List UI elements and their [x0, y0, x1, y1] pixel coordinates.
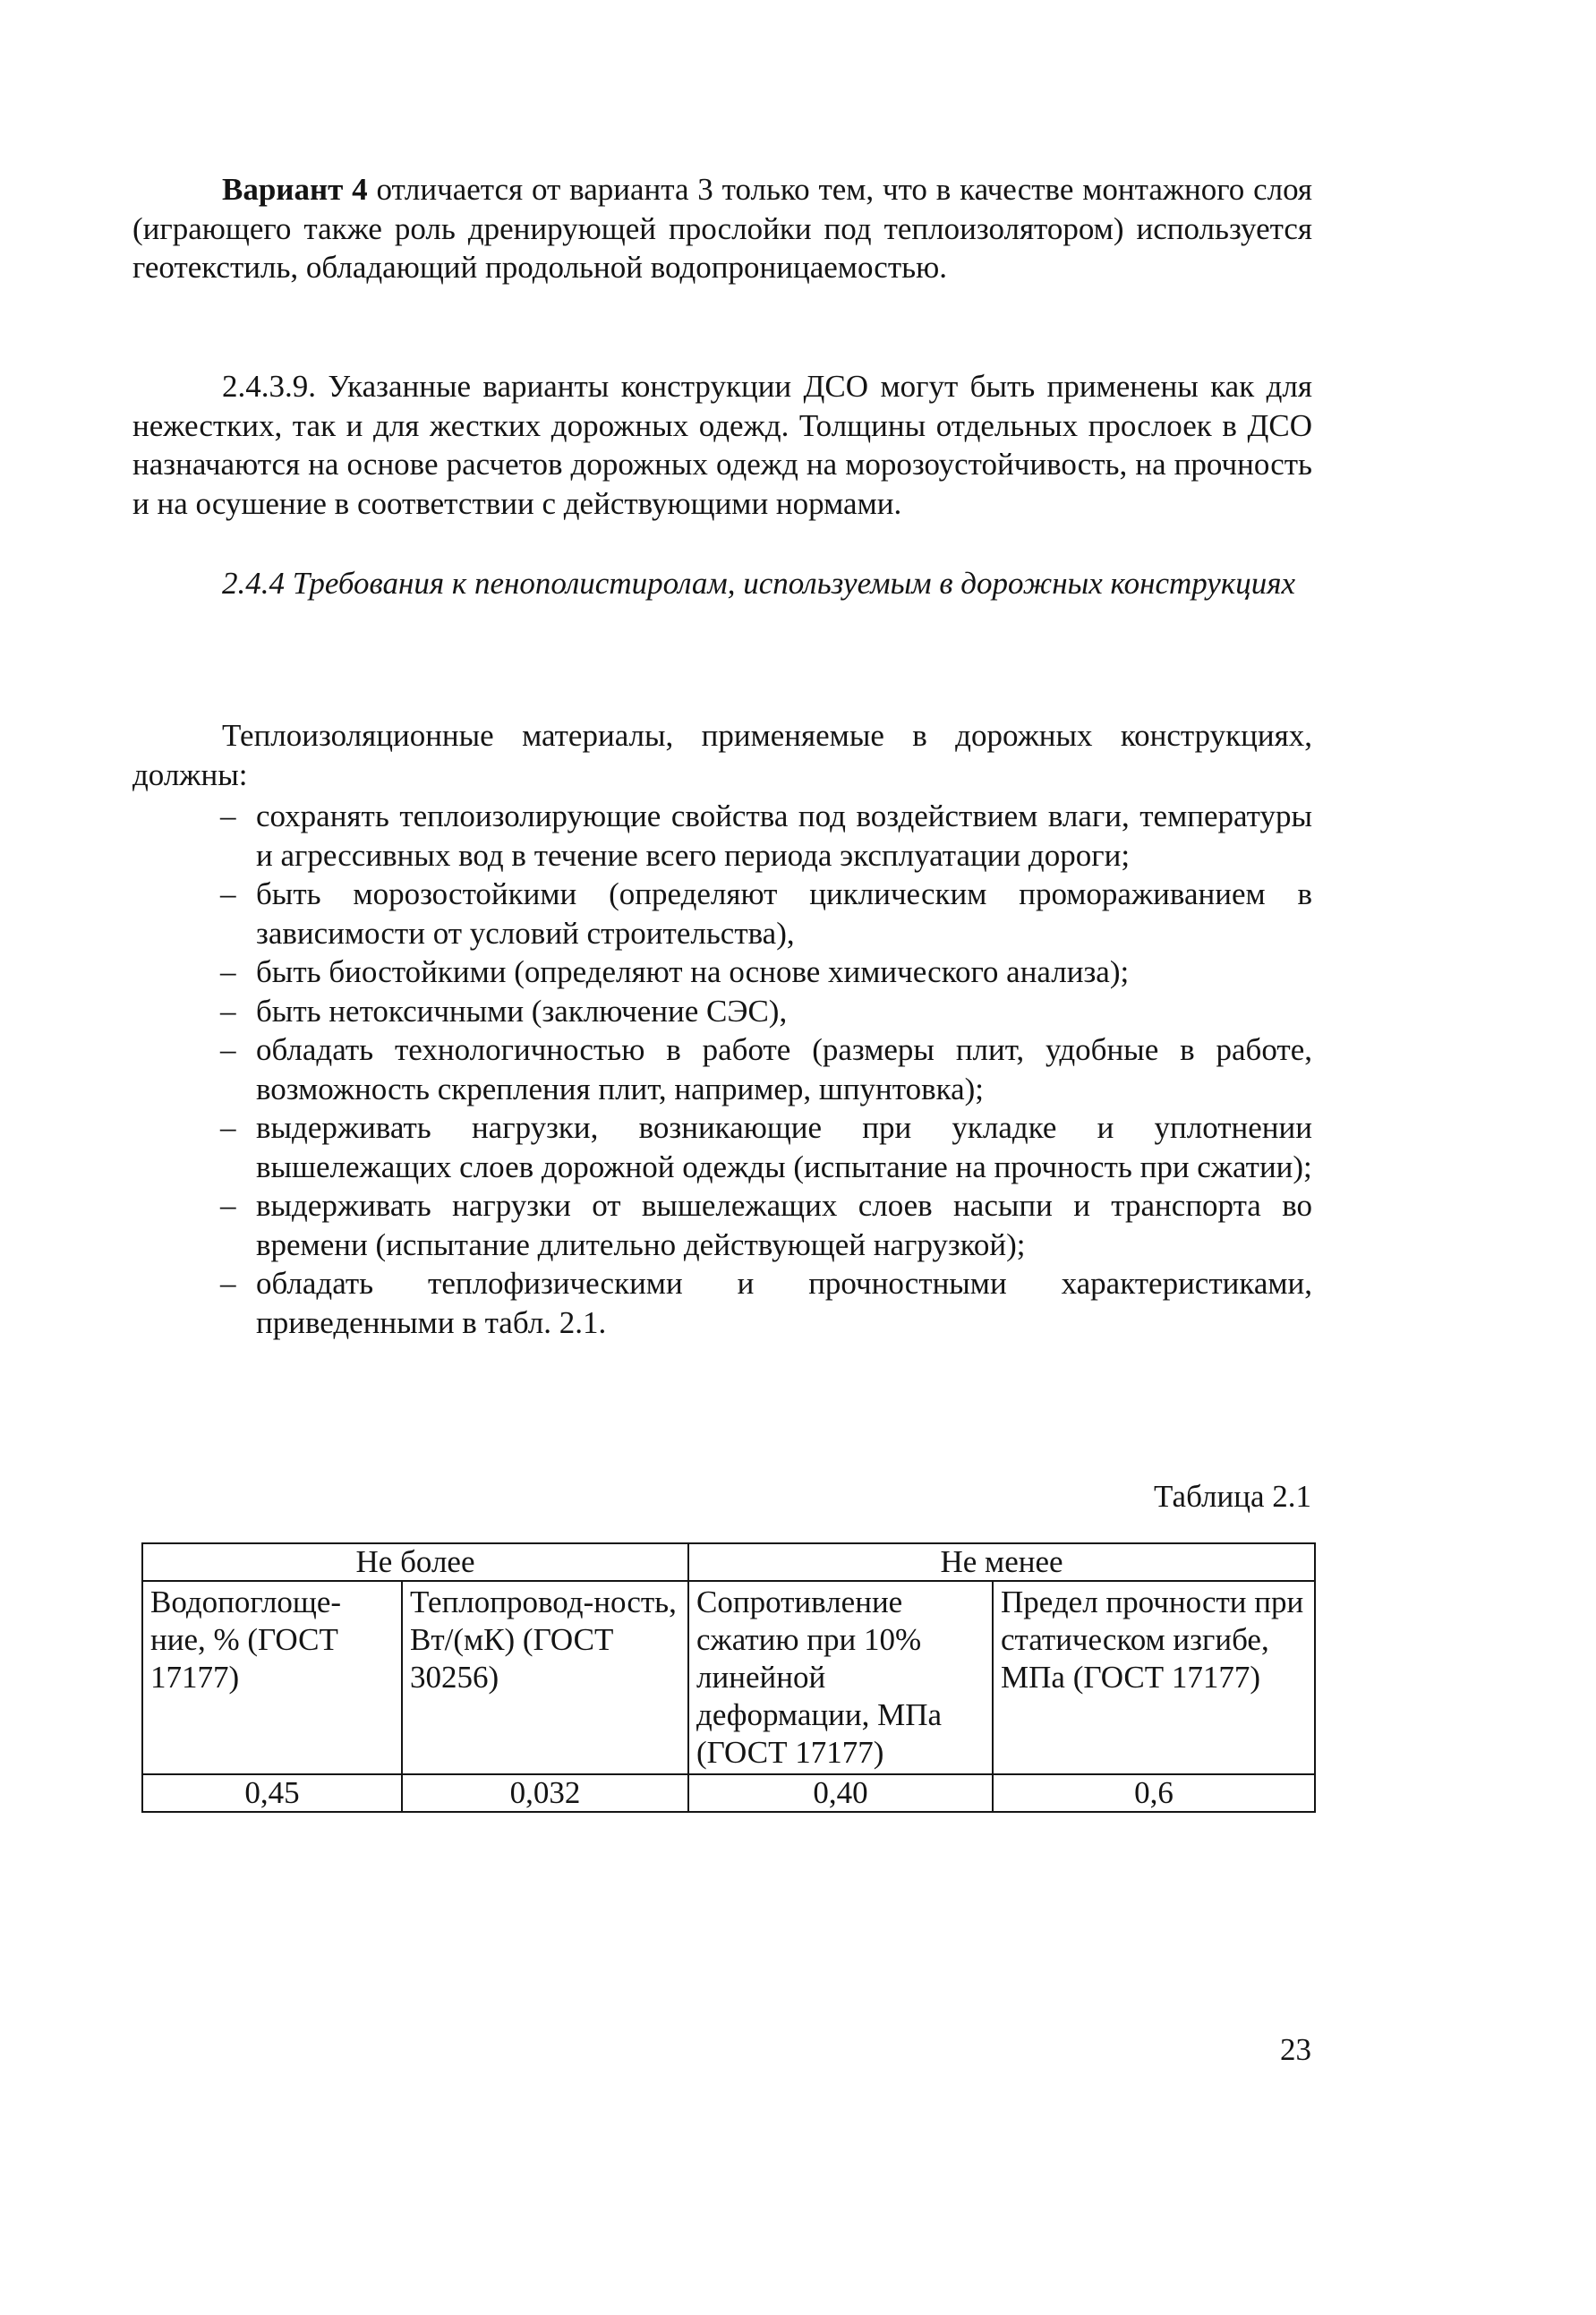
list-item: – быть биостойкими (определяют на основе химического анализа); [132, 952, 1312, 992]
requirements-list [132, 797, 1312, 1342]
value-bending-strength: 0,6 [993, 1774, 1315, 1812]
table-header-row [142, 1581, 1315, 1774]
list-marker: – [220, 1110, 236, 1145]
variant-text: отличается от варианта 3 только тем, что в качестве монтажного слоя (играющего также роль дренирующей прослойки под теплоизолятором) используется геотекстиль, обладающий продольной водопроницаемостью. [132, 172, 1312, 285]
list-item: – обладать теплофизическими и прочностными характеристиками, приведенными в табл. 2.1. [220, 1266, 1312, 1340]
table-row [142, 1774, 1315, 1812]
list-marker: – [220, 993, 236, 1029]
paragraph-variant-4 [132, 170, 1312, 287]
list-item: – быть морозостойкими (определяют циклическим промораживанием в зависимости от условий строительства), [220, 876, 1312, 951]
list-marker: – [220, 1188, 236, 1223]
list-item: – выдерживать нагрузки, возникающие при укладке и уплотнении вышележащих слоев дорожной одежды (испытание на прочность при сжатии); [220, 1110, 1312, 1184]
header-bending-strength: Предел прочности при статическом изгибе, МПа (ГОСТ 17177) [993, 1581, 1315, 1774]
header-water-absorption: Водопоглоще-ние, % (ГОСТ 17177) [142, 1581, 402, 1774]
group-header-max: Не более [142, 1543, 688, 1581]
group-header-min: Не менее [688, 1543, 1315, 1581]
header-compressive-strength: Сопротивление сжатию при 10% линейной деформации, МПа (ГОСТ 17177) [688, 1581, 993, 1774]
paragraph-2-4-3-9: 2.4.3.9. Указанные варианты конструкции ДСО могут быть применены как для нежестких, так и для жестких дорожных одежд. Толщины отдельных прослоек в ДСО назначаются на основе расчетов дорожных одежд на морозоустойчивость, на прочность и на осушение в соответствии с действующими нормами. [132, 369, 1312, 521]
list-marker: – [220, 954, 236, 989]
requirements-intro: Теплоизоляционные материалы, применяемые в дорожных конструкциях, должны: [132, 718, 1312, 792]
variant-label: Вариант 4 [222, 172, 368, 207]
section-heading: 2.4.4 Требования к пенополистиролам, используемым в дорожных конструкциях [222, 566, 1296, 601]
value-thermal-conductivity: 0,032 [402, 1774, 688, 1812]
header-thermal-conductivity: Теплопровод-ность, Вт/(мК) (ГОСТ 30256) [402, 1581, 688, 1774]
list-marker: – [220, 876, 236, 911]
list-item: – выдерживать нагрузки от вышележащих слоев насыпи и транспорта во времени (испытание длительно действующей нагрузкой); [220, 1188, 1312, 1262]
list-item: – быть нетоксичными (заключение СЭС), [132, 992, 1312, 1031]
list-marker: – [220, 1266, 236, 1301]
table-group-row [142, 1543, 1315, 1581]
properties-table [141, 1542, 1316, 1813]
list-marker: – [220, 1032, 236, 1067]
value-water-absorption: 0,45 [142, 1774, 402, 1812]
list-item: – обладать технологичностью в работе (размеры плит, удобные в работе, возможность скрепления плит, например, шпунтовка); [220, 1032, 1312, 1106]
page-number: 23 [1280, 2032, 1311, 2067]
list-item: – сохранять теплоизолирующие свойства под воздействием влаги, температуры и агрессивных вод в течение всего периода эксплуатации дороги; [220, 799, 1312, 873]
table-caption: Таблица 2.1 [1154, 1479, 1311, 1514]
value-compressive-strength: 0,40 [688, 1774, 993, 1812]
list-marker: – [220, 799, 236, 833]
